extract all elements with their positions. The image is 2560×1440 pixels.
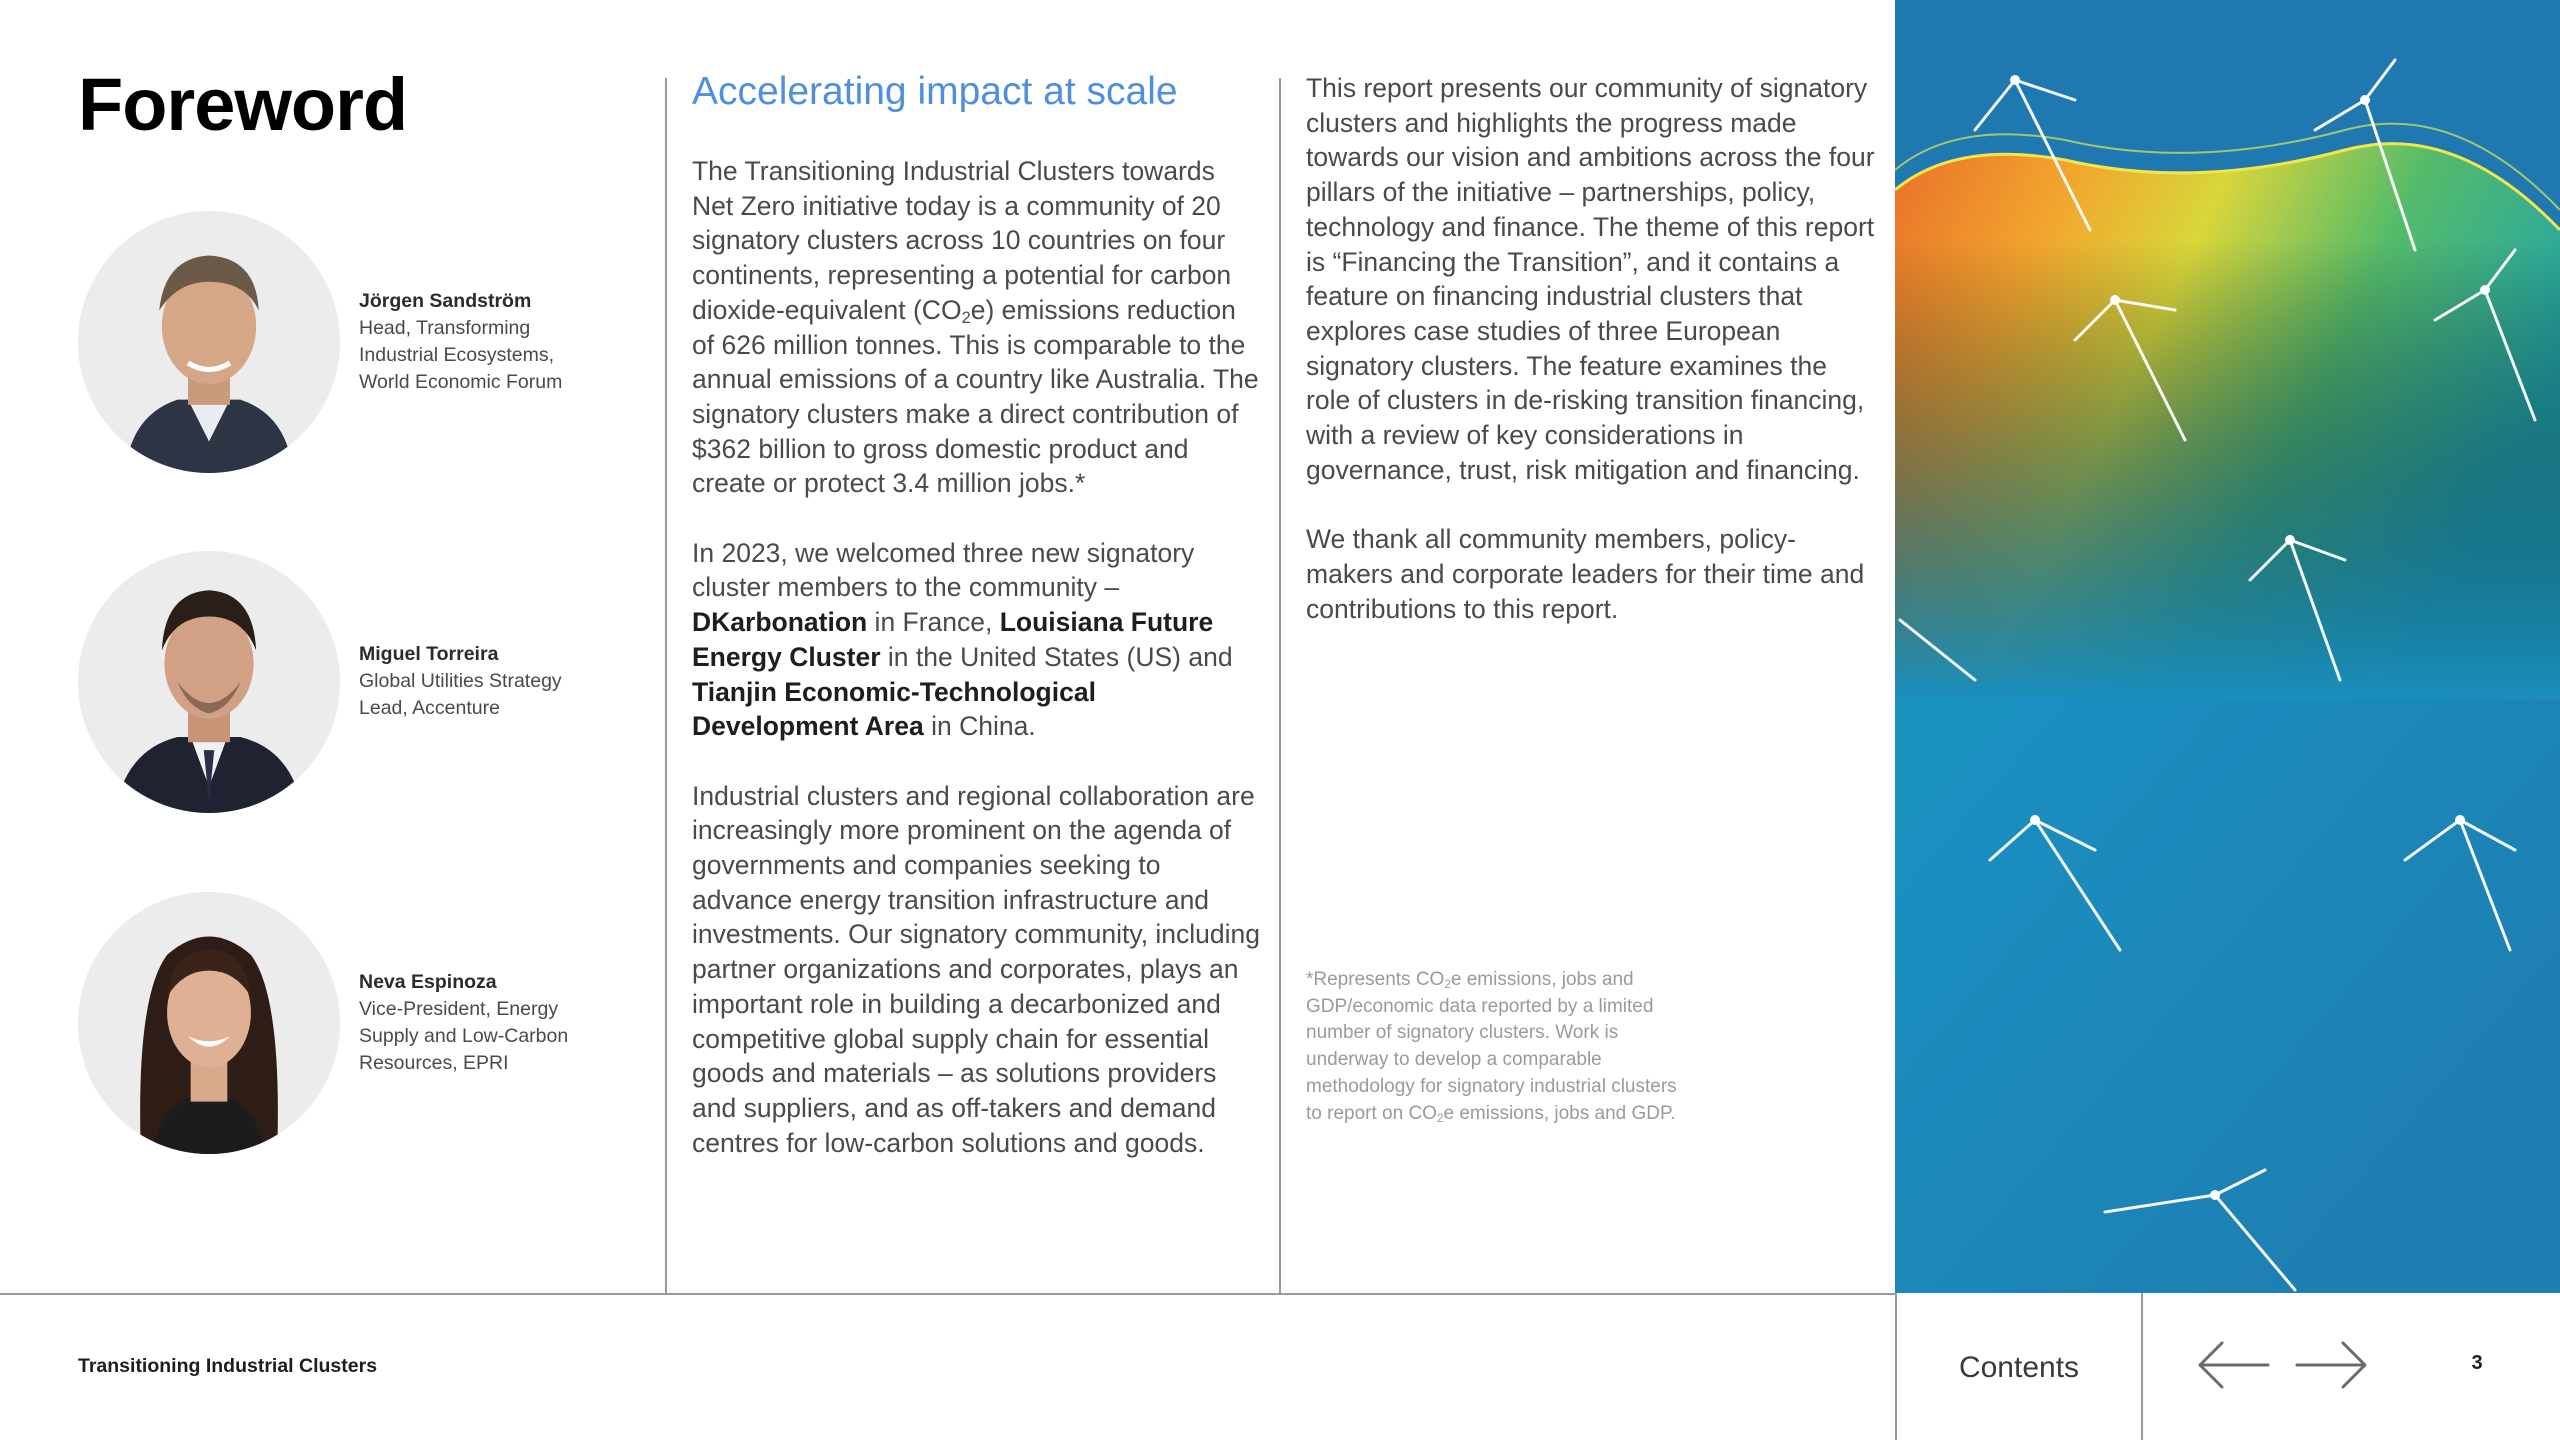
person-card [78, 892, 638, 1156]
page-title: Foreword [78, 63, 408, 146]
column-divider [665, 78, 667, 1294]
person-card [78, 551, 638, 815]
arrow-left-icon[interactable] [2192, 1330, 2272, 1400]
arrow-right-icon[interactable] [2293, 1330, 2373, 1400]
wind-farm-photo [1895, 0, 2560, 1293]
person-name: Miguel Torreira [359, 643, 499, 665]
avatar [78, 892, 340, 1154]
contents-link[interactable]: Contents [1958, 1350, 2080, 1384]
cluster-name: Tianjin Economic-Technological Development Area [692, 676, 1096, 742]
paragraph: The Transitioning Industrial Clusters towards Net Zero initiative today is a community of 20 signatory clusters across 10 countries on four continents, representing a potential for carbon dioxide-equivalent $(CO_2e)$ emissions reduction of 626 million tonnes. This is comparable to the annual emissions of a country like Australia. The signatory clusters make a direct contribution of $362 billion to gross domestic product and create or protect 3.4 million jobs.* [692, 156, 1259, 499]
person-role: Industrial Ecosystems, [359, 344, 555, 366]
cluster-name: Louisiana Future Energy Cluster [692, 607, 1214, 672]
paragraph: Industrial clusters and regional collaboration are increasingly more prominent on the agenda of governments and companies seeking to advance energy transition infrastructure and investments. Our signatory community, including partner organizations and corporates, plays an important role in building a decarbonized and competitive global supply chain for essential goods and materials – as solutions providers and suppliers, and as off-takers and demand centres for low-carbon solutions and goods. [692, 780, 1261, 1158]
page-number: 3 [2471, 1352, 2483, 1374]
avatar [78, 211, 340, 473]
section-subheading: Accelerating impact at scale [692, 70, 1178, 113]
avatar [78, 551, 340, 813]
person-role: Lead, Accenture [359, 697, 500, 719]
person-card [78, 211, 638, 475]
footer-divider [0, 1293, 1895, 1295]
cluster-name: DKarbonation [692, 607, 868, 638]
paragraph: We thank all community members, policy-makers and corporate leaders for their time and contributions to this report. [1306, 524, 1865, 624]
paragraph: In 2023, we welcomed three new signatory cluster members to the community – DKarbonation in France, Louisiana Future Energy Cluster in the United States (US) and Tianjin Economic-Technological Development Area in China. [692, 537, 1233, 742]
person-name: Jörgen Sandström [359, 290, 532, 312]
person-role: Head, Transforming [359, 317, 531, 339]
person-role: Supply and Low-Carbon [359, 1025, 569, 1047]
footnote: *Represents $CO_2e$ emissions, jobs and GDP/economic data reported by a limited number of signatory clusters. Work is underway to develop a comparable methodology for signatory industrial clusters to report on $CO_2e$ emissions, jobs and GDP. [1306, 969, 1677, 1125]
person-role: Resources, EPRI [359, 1052, 509, 1074]
person-role: World Economic Forum [359, 371, 563, 393]
person-role: Global Utilities Strategy [359, 670, 562, 692]
column-divider [1279, 78, 1281, 1294]
footer-divider [2141, 1293, 2143, 1440]
footer-publication-title: Transitioning Industrial Clusters [78, 1355, 378, 1377]
person-role: Vice-President, Energy [359, 998, 559, 1020]
paragraph: This report presents our community of signatory clusters and highlights the progress made towards our vision and ambitions across the four pillars of the initiative – partnerships, policy, technology and finance. The theme of this report is “Financing the Transition”, and it contains a feature on financing industrial clusters that explores case studies of three European signatory clusters. The feature examines the role of clusters in de-risking transition financing, with a review of key considerations in governance, trust, risk mitigation and financing. [1306, 73, 1875, 485]
right-column-text [1306, 71, 1878, 661]
person-name: Neva Espinoza [359, 971, 497, 993]
middle-column-text [692, 154, 1262, 1195]
